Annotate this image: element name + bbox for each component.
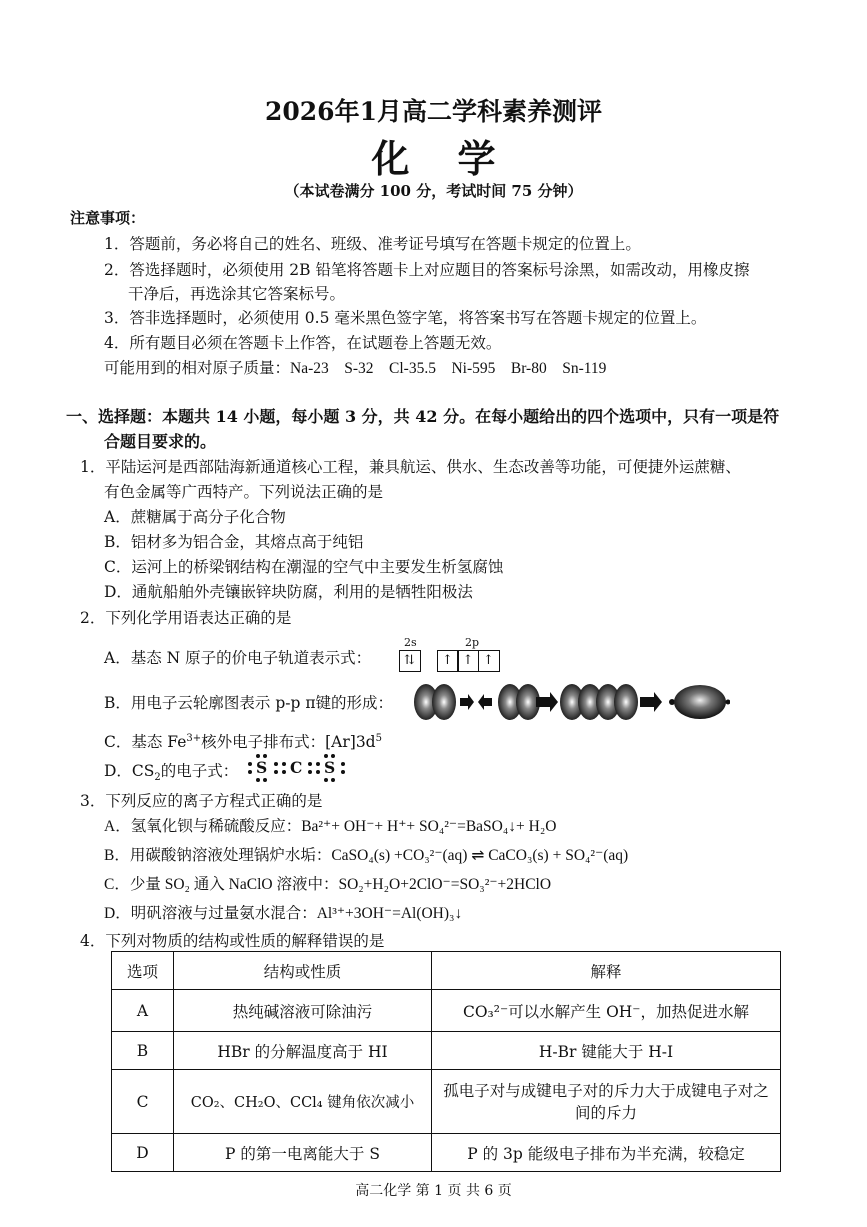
section1-line2: 合题目要求的。 xyxy=(104,432,217,451)
orbital-box-2p-1: ↑ xyxy=(437,650,459,672)
table-row xyxy=(112,1070,781,1134)
notes-heading: 注意事项： xyxy=(70,209,146,227)
orbital-box-2p-3: ↑ xyxy=(478,650,500,672)
arrow-right-icon xyxy=(536,692,558,712)
orbital-box-2p-2: ↑ xyxy=(457,650,479,672)
atom-s-right: S xyxy=(324,758,336,777)
orbital-label-2s: 2s xyxy=(404,636,417,649)
table-cell: HBr 的分解温度高于 HI xyxy=(174,1032,432,1070)
q2-option-d: D．$CS_2$的电子式： xyxy=(104,762,239,784)
table-cell: 孤电子对与成键电子对的斥力大于成键电子对之间的斥力 xyxy=(432,1070,781,1134)
orbital-box-2s: ⇅ xyxy=(399,650,421,672)
p-orbital-right xyxy=(498,684,540,720)
q1-stem-line2: 有色金属等广西特产。下列说法正确的是 xyxy=(104,483,384,501)
table-cell: CO₃²⁻可以水解产生 OH⁻，加热促进水解 xyxy=(432,990,781,1032)
table-cell: B xyxy=(112,1032,174,1070)
table-cell: CO₂、CH₂O、CCl₄ 键角依次减小 xyxy=(174,1070,432,1134)
q1-option-c: C．运河上的桥梁钢结构在潮湿的空气中主要发生析氢腐蚀 xyxy=(104,558,504,576)
table-cell: D xyxy=(112,1134,174,1172)
cs2-electron-dot-formula xyxy=(246,752,346,782)
page-footer: 高二化学 第 1 页 共 6 页 xyxy=(355,1183,512,1199)
arrow-right-icon xyxy=(640,692,662,712)
table-cell: 热纯碱溶液可除油污 xyxy=(174,990,432,1032)
atom-c: C xyxy=(290,758,303,777)
table-cell: P 的 3p 能级电子排布为半充满，较稳定 xyxy=(432,1134,781,1172)
orbital-label-2p: 2p xyxy=(465,636,480,649)
table-cell: P 的第一电离能大于 S xyxy=(174,1134,432,1172)
p-orbital-left xyxy=(414,684,456,720)
subject-title: 化学 xyxy=(371,136,544,181)
q3-option-c: C．少量 SO₂ 通入 NaClO 溶液中：SO₂+H₂O+2ClO⁻=SO₃²⁻+2HClO xyxy=(104,876,552,893)
table-cell: C xyxy=(112,1070,174,1134)
note-item-1: 1．答题前，务必将自己的姓名、班级、准考证号填写在答题卡规定的位置上。 xyxy=(104,235,641,253)
q3-option-d: D．明矾溶液与过量氨水混合：Al³⁺+3OH⁻=Al(OH)₃↓ xyxy=(104,905,463,922)
q1-stem-line1: 1．平陆运河是西部陆海新通道核心工程，兼具航运、供水、生态改善等功能，可便捷外运蔗糖、 xyxy=(80,458,741,476)
q2-option-b: B．用电子云轮廓图表示 p-p π键的形成： xyxy=(104,694,394,712)
note-item-2: 2．答选择题时，必须使用 2B 铅笔将答题卡上对应题目的答案标号涂黑，如需改动，用橡皮擦 xyxy=(104,261,750,279)
p-orbitals-overlap xyxy=(560,684,638,720)
q1-option-b: B．铝材多为铝合金，其熔点高于纯铝 xyxy=(104,533,364,551)
q3-stem: 3．下列反应的离子方程式正确的是 xyxy=(80,792,323,810)
table-row xyxy=(112,990,781,1032)
orbital-2s xyxy=(400,650,421,672)
arrow-left-icon xyxy=(478,694,492,710)
q4-table xyxy=(111,951,781,1172)
table-cell: A xyxy=(112,990,174,1032)
pi-bond-orbital xyxy=(669,685,730,719)
table-header: 解释 xyxy=(432,952,781,990)
table-row xyxy=(112,1134,781,1172)
q3-option-a: A．氢氧化钡与稀硫酸反应：Ba²⁺+ OH⁻+ H⁺+ SO₄²⁻=BaSO₄↓+ H₂O xyxy=(104,818,557,835)
q2-stem: 2．下列化学用语表达正确的是 xyxy=(80,609,292,627)
q3-option-b: B．用碳酸钠溶液处理锅炉水垢：CaSO₄(s) +CO₃²⁻(aq) ⇌ CaCO₃(s) + SO₄²⁻(aq) xyxy=(104,847,629,864)
table-row xyxy=(112,1032,781,1070)
table-header-row xyxy=(112,952,781,990)
table-header: 选项 xyxy=(112,952,174,990)
q4-stem: 4．下列对物质的结构或性质的解释错误的是 xyxy=(80,932,385,950)
arrow-right-icon xyxy=(460,694,474,710)
q1-option-d: D．通航船舶外壳镶嵌锌块防腐，利用的是牺牲阳极法 xyxy=(104,583,473,601)
section1-line1: 一、选择题：本题共 14 小题，每小题 3 分，共 42 分。在每小题给出的四个选项中，只有一项是符 xyxy=(66,407,780,426)
pi-bond-formation-diagram xyxy=(410,680,730,724)
table-header: 结构或性质 xyxy=(174,952,432,990)
q2-option-c: C．基态 $Fe^{3+}$核外电子排布式：$[Ar]3d^5$ xyxy=(104,732,382,751)
atomic-masses: 可能用到的相对原子质量：Na-23 S-32 Cl-35.5 Ni-595 Br-80 Sn-119 xyxy=(104,360,607,377)
note-item-3: 3．答非选择题时，必须使用 0.5 毫米黑色签字笔，将答案书写在答题卡规定的位置上。 xyxy=(104,309,707,327)
note-item-4: 4．所有题目必须在答题卡上作答，在试题卷上答题无效。 xyxy=(104,334,502,352)
exam-info: （本试卷满分 100 分，考试时间 75 分钟） xyxy=(284,182,583,200)
atom-s-left: S xyxy=(256,758,268,777)
table-cell: H-Br 键能大于 H-I xyxy=(432,1032,781,1070)
orbital-2p xyxy=(438,650,500,672)
q1-option-a: A．蔗糖属于高分子化合物 xyxy=(104,508,286,526)
exam-title: 2026年1月高二学科素养测评 xyxy=(265,97,602,126)
q2-option-a: A．基态 N 原子的价电子轨道表示式： xyxy=(104,649,372,667)
note-item-2-cont: 干净后，再选涂其它答案标号。 xyxy=(128,285,346,303)
